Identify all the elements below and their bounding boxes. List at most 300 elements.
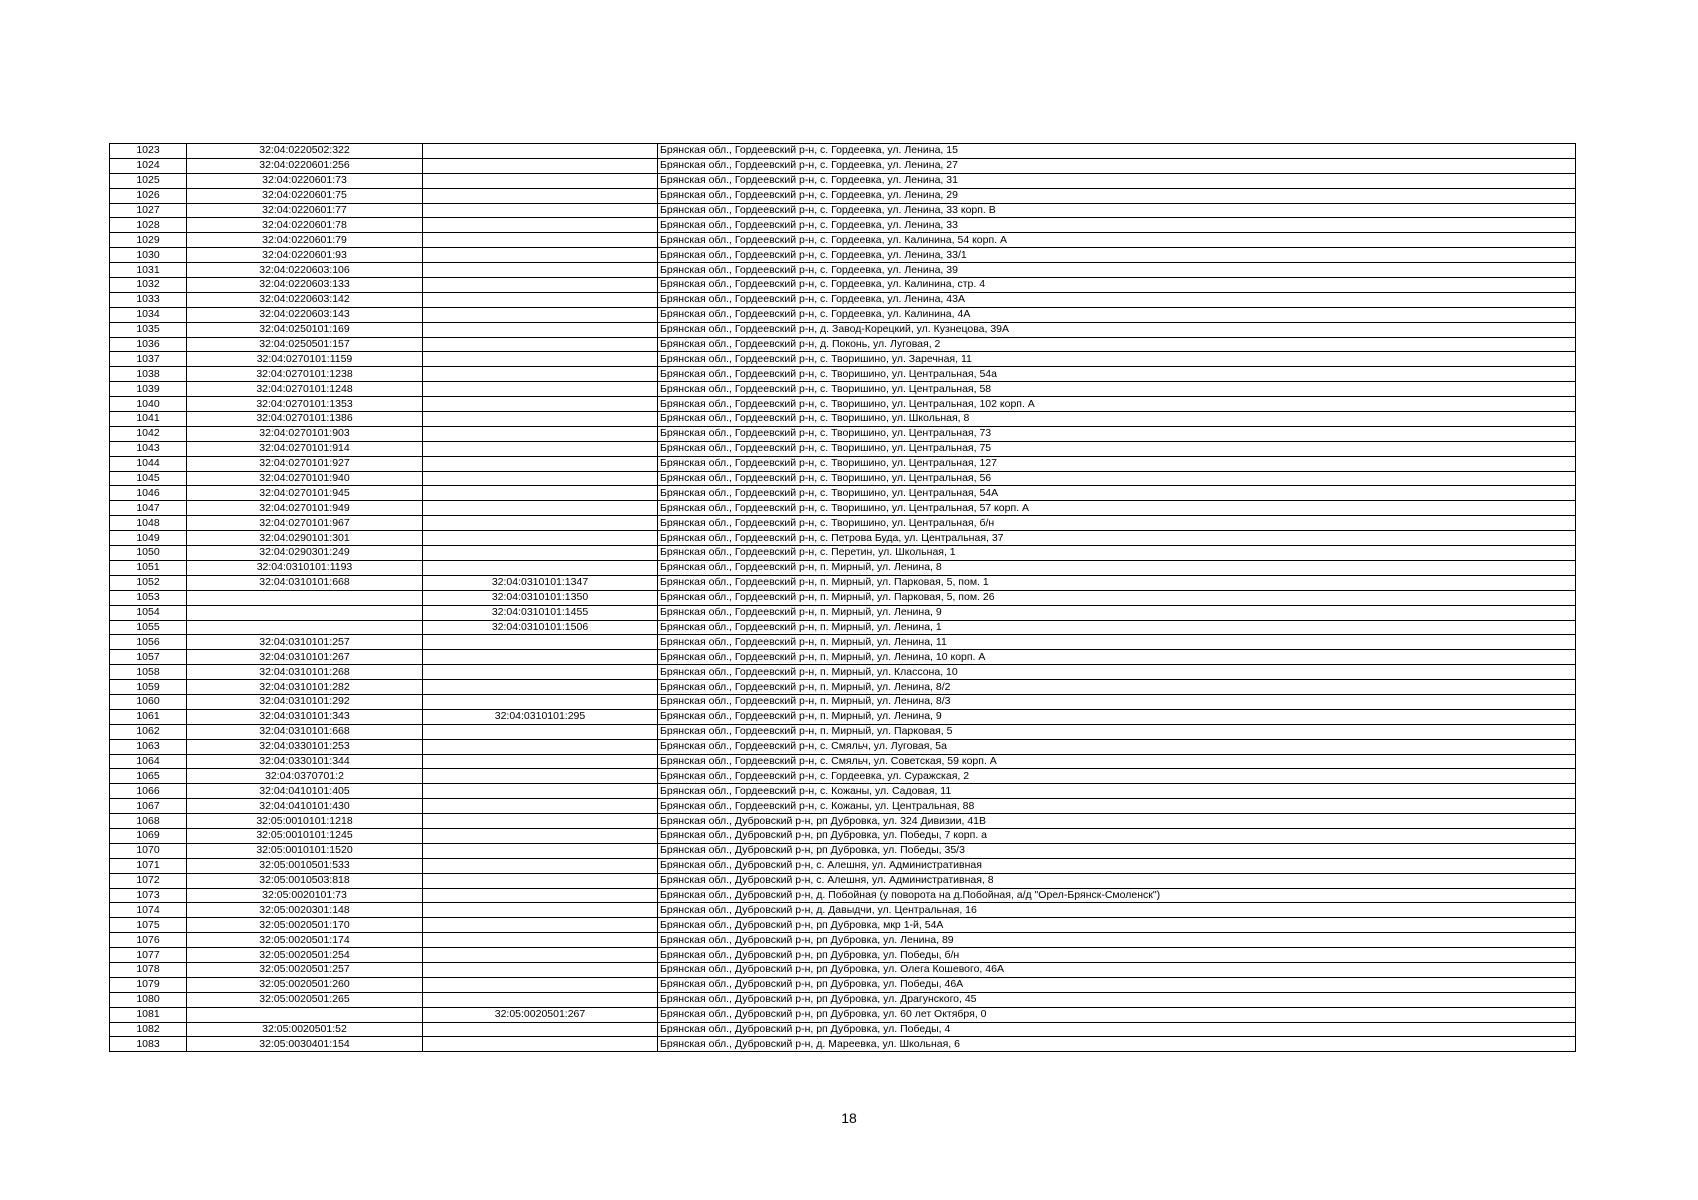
related-cadastral-number-cell — [423, 292, 658, 307]
related-cadastral-number-cell — [423, 769, 658, 784]
table-row — [110, 769, 1576, 784]
address-cell: Брянская обл., Гордеевский р-н, с. Творишино, ул. Центральная, 54а — [658, 367, 1576, 382]
cadastral-number-cell — [187, 620, 423, 635]
table-row — [110, 739, 1576, 754]
related-cadastral-number-cell — [423, 858, 658, 873]
row-number-cell: 1024 — [110, 158, 187, 173]
cadastral-number-cell: 32:05:0020501:257 — [187, 962, 423, 977]
cadastral-number-cell: 32:05:0010501:533 — [187, 858, 423, 873]
related-cadastral-number-cell — [423, 158, 658, 173]
related-cadastral-number-cell — [423, 1022, 658, 1037]
row-number-cell: 1076 — [110, 933, 187, 948]
address-cell: Брянская обл., Гордеевский р-н, с. Творишино, ул. Центральная, 54А — [658, 486, 1576, 501]
row-number-cell: 1082 — [110, 1022, 187, 1037]
table-row — [110, 933, 1576, 948]
related-cadastral-number-cell: 32:04:0310101:1350 — [423, 590, 658, 605]
table-row — [110, 724, 1576, 739]
table-row — [110, 799, 1576, 814]
row-number-cell: 1027 — [110, 203, 187, 218]
address-cell: Брянская обл., Дубровский р-н, рп Дубровка, ул. Победы, 46А — [658, 977, 1576, 992]
table-row — [110, 590, 1576, 605]
cadastral-number-cell: 32:04:0220601:93 — [187, 248, 423, 263]
row-number-cell: 1039 — [110, 382, 187, 397]
row-number-cell: 1044 — [110, 456, 187, 471]
table-row — [110, 158, 1576, 173]
registry-table-body — [110, 144, 1576, 1052]
address-cell: Брянская обл., Дубровский р-н, рп Дубровка, ул. Ленина, 89 — [658, 933, 1576, 948]
table-row — [110, 441, 1576, 456]
address-cell: Брянская обл., Гордеевский р-н, с. Смяльч, ул. Советская, 59 корп. А — [658, 754, 1576, 769]
table-row — [110, 977, 1576, 992]
cadastral-number-cell: 32:04:0270101:945 — [187, 486, 423, 501]
address-cell: Брянская обл., Гордеевский р-н, с. Творишино, ул. Заречная, 11 — [658, 352, 1576, 367]
table-row — [110, 918, 1576, 933]
address-cell: Брянская обл., Гордеевский р-н, с. Творишино, ул. Школьная, 8 — [658, 412, 1576, 427]
table-row — [110, 233, 1576, 248]
cadastral-number-cell: 32:04:0310101:343 — [187, 709, 423, 724]
cadastral-number-cell: 32:04:0310101:268 — [187, 665, 423, 680]
related-cadastral-number-cell — [423, 486, 658, 501]
address-cell: Брянская обл., Дубровский р-н, рп Дубровка, ул. Драгунского, 45 — [658, 992, 1576, 1007]
cadastral-number-cell: 32:04:0410101:430 — [187, 799, 423, 814]
address-cell: Брянская обл., Гордеевский р-н, с. Творишино, ул. Центральная, 102 корп. А — [658, 397, 1576, 412]
related-cadastral-number-cell — [423, 233, 658, 248]
table-row — [110, 635, 1576, 650]
address-cell: Брянская обл., Дубровский р-н, д. Побойная (у поворота на д.Побойная, а/д "Орел-Брянск-Смоленск") — [658, 888, 1576, 903]
table-row — [110, 962, 1576, 977]
row-number-cell: 1040 — [110, 397, 187, 412]
address-cell: Брянская обл., Гордеевский р-н, п. Мирный, ул. Ленина, 9 — [658, 605, 1576, 620]
table-row — [110, 620, 1576, 635]
related-cadastral-number-cell — [423, 218, 658, 233]
table-row — [110, 218, 1576, 233]
related-cadastral-number-cell — [423, 962, 658, 977]
cadastral-number-cell: 32:04:0270101:927 — [187, 456, 423, 471]
related-cadastral-number-cell — [423, 516, 658, 531]
row-number-cell: 1033 — [110, 292, 187, 307]
row-number-cell: 1032 — [110, 278, 187, 293]
related-cadastral-number-cell — [423, 412, 658, 427]
related-cadastral-number-cell — [423, 754, 658, 769]
related-cadastral-number-cell — [423, 144, 658, 159]
address-cell: Брянская обл., Гордеевский р-н, п. Мирный, ул. Классона, 10 — [658, 665, 1576, 680]
row-number-cell: 1073 — [110, 888, 187, 903]
row-number-cell: 1042 — [110, 426, 187, 441]
table-row — [110, 531, 1576, 546]
row-number-cell: 1031 — [110, 263, 187, 278]
cadastral-number-cell: 32:04:0310101:292 — [187, 694, 423, 709]
cadastral-number-cell: 32:04:0270101:1248 — [187, 382, 423, 397]
row-number-cell: 1030 — [110, 248, 187, 263]
cadastral-number-cell: 32:04:0270101:1238 — [187, 367, 423, 382]
cadastral-number-cell: 32:05:0010101:1218 — [187, 814, 423, 829]
table-row — [110, 665, 1576, 680]
row-number-cell: 1059 — [110, 680, 187, 695]
address-cell: Брянская обл., Дубровский р-н, д. Давыдчи, ул. Центральная, 16 — [658, 903, 1576, 918]
cadastral-number-cell: 32:04:0220601:73 — [187, 173, 423, 188]
row-number-cell: 1036 — [110, 337, 187, 352]
related-cadastral-number-cell: 32:05:0020501:267 — [423, 1007, 658, 1022]
related-cadastral-number-cell — [423, 352, 658, 367]
address-cell: Брянская обл., Гордеевский р-н, с. Гордеевка, ул. Ленина, 31 — [658, 173, 1576, 188]
table-row — [110, 680, 1576, 695]
row-number-cell: 1063 — [110, 739, 187, 754]
cadastral-number-cell: 32:05:0020501:254 — [187, 948, 423, 963]
address-cell: Брянская обл., Гордеевский р-н, с. Творишино, ул. Центральная, 127 — [658, 456, 1576, 471]
address-cell: Брянская обл., Гордеевский р-н, с. Кожаны, ул. Садовая, 11 — [658, 784, 1576, 799]
cadastral-number-cell: 32:04:0220603:106 — [187, 263, 423, 278]
cadastral-number-cell: 32:05:0020501:52 — [187, 1022, 423, 1037]
table-row — [110, 784, 1576, 799]
address-cell: Брянская обл., Гордеевский р-н, д. Поконь, ул. Луговая, 2 — [658, 337, 1576, 352]
row-number-cell: 1060 — [110, 694, 187, 709]
cadastral-number-cell — [187, 605, 423, 620]
table-row — [110, 397, 1576, 412]
address-cell: Брянская обл., Дубровский р-н, с. Алешня, ул. Административная, 8 — [658, 873, 1576, 888]
related-cadastral-number-cell — [423, 948, 658, 963]
related-cadastral-number-cell — [423, 471, 658, 486]
table-row — [110, 754, 1576, 769]
cadastral-number-cell — [187, 590, 423, 605]
cadastral-number-cell: 32:04:0290101:301 — [187, 531, 423, 546]
address-cell: Брянская обл., Гордеевский р-н, с. Творишино, ул. Центральная, 73 — [658, 426, 1576, 441]
row-number-cell: 1023 — [110, 144, 187, 159]
related-cadastral-number-cell — [423, 367, 658, 382]
row-number-cell: 1037 — [110, 352, 187, 367]
table-row — [110, 322, 1576, 337]
address-cell: Брянская обл., Дубровский р-н, рп Дубровка, мкр 1-й, 54А — [658, 918, 1576, 933]
table-row — [110, 292, 1576, 307]
table-row — [110, 948, 1576, 963]
row-number-cell: 1045 — [110, 471, 187, 486]
related-cadastral-number-cell — [423, 784, 658, 799]
cadastral-number-cell: 32:04:0220601:78 — [187, 218, 423, 233]
cadastral-number-cell: 32:04:0310101:668 — [187, 575, 423, 590]
row-number-cell: 1080 — [110, 992, 187, 1007]
table-row — [110, 367, 1576, 382]
related-cadastral-number-cell — [423, 322, 658, 337]
address-cell: Брянская обл., Гордеевский р-н, с. Творишино, ул. Центральная, 75 — [658, 441, 1576, 456]
related-cadastral-number-cell — [423, 843, 658, 858]
row-number-cell: 1069 — [110, 828, 187, 843]
table-row — [110, 188, 1576, 203]
table-row — [110, 278, 1576, 293]
table-row — [110, 263, 1576, 278]
table-row — [110, 828, 1576, 843]
row-number-cell: 1050 — [110, 546, 187, 561]
row-number-cell: 1025 — [110, 173, 187, 188]
cadastral-number-cell: 32:05:0020101:73 — [187, 888, 423, 903]
related-cadastral-number-cell — [423, 992, 658, 1007]
cadastral-number-cell: 32:04:0310101:1193 — [187, 560, 423, 575]
related-cadastral-number-cell: 32:04:0310101:295 — [423, 709, 658, 724]
row-number-cell: 1029 — [110, 233, 187, 248]
related-cadastral-number-cell — [423, 739, 658, 754]
cadastral-number-cell: 32:04:0310101:282 — [187, 680, 423, 695]
address-cell: Брянская обл., Гордеевский р-н, с. Гордеевка, ул. Калинина, 54 корп. А — [658, 233, 1576, 248]
table-row — [110, 337, 1576, 352]
row-number-cell: 1061 — [110, 709, 187, 724]
cadastral-number-cell: 32:04:0220601:75 — [187, 188, 423, 203]
row-number-cell: 1083 — [110, 1037, 187, 1052]
table-row — [110, 412, 1576, 427]
related-cadastral-number-cell — [423, 248, 658, 263]
table-row — [110, 307, 1576, 322]
cadastral-number-cell: 32:05:0020501:265 — [187, 992, 423, 1007]
table-row — [110, 560, 1576, 575]
cadastral-number-cell: 32:05:0010503:818 — [187, 873, 423, 888]
address-cell: Брянская обл., Гордеевский р-н, с. Творишино, ул. Центральная, 58 — [658, 382, 1576, 397]
address-cell: Брянская обл., Гордеевский р-н, с. Гордеевка, ул. Ленина, 33 — [658, 218, 1576, 233]
address-cell: Брянская обл., Гордеевский р-н, п. Мирный, ул. Ленина, 11 — [658, 635, 1576, 650]
cadastral-number-cell: 32:04:0310101:668 — [187, 724, 423, 739]
cadastral-number-cell: 32:05:0020301:148 — [187, 903, 423, 918]
table-row — [110, 486, 1576, 501]
row-number-cell: 1079 — [110, 977, 187, 992]
address-cell: Брянская обл., Дубровский р-н, рп Дубровка, ул. Олега Кошевого, 46А — [658, 962, 1576, 977]
address-cell: Брянская обл., Гордеевский р-н, п. Мирный, ул. Ленина, 8/3 — [658, 694, 1576, 709]
table-row — [110, 650, 1576, 665]
cadastral-number-cell: 32:04:0270101:1353 — [187, 397, 423, 412]
related-cadastral-number-cell — [423, 382, 658, 397]
row-number-cell: 1072 — [110, 873, 187, 888]
cadastral-number-cell: 32:05:0020501:174 — [187, 933, 423, 948]
related-cadastral-number-cell — [423, 546, 658, 561]
related-cadastral-number-cell — [423, 933, 658, 948]
table-row — [110, 709, 1576, 724]
related-cadastral-number-cell — [423, 501, 658, 516]
cadastral-number-cell: 32:05:0010101:1520 — [187, 843, 423, 858]
cadastral-number-cell: 32:05:0020501:260 — [187, 977, 423, 992]
page-number: 18 — [841, 1110, 857, 1126]
row-number-cell: 1034 — [110, 307, 187, 322]
related-cadastral-number-cell — [423, 680, 658, 695]
row-number-cell: 1049 — [110, 531, 187, 546]
related-cadastral-number-cell — [423, 665, 658, 680]
cadastral-number-cell: 32:04:0370701:2 — [187, 769, 423, 784]
table-row — [110, 471, 1576, 486]
cadastral-number-cell: 32:04:0250101:169 — [187, 322, 423, 337]
row-number-cell: 1055 — [110, 620, 187, 635]
cadastral-number-cell: 32:04:0220603:142 — [187, 292, 423, 307]
cadastral-number-cell: 32:04:0410101:405 — [187, 784, 423, 799]
cadastral-number-cell: 32:05:0030401:154 — [187, 1037, 423, 1052]
row-number-cell: 1053 — [110, 590, 187, 605]
table-row — [110, 858, 1576, 873]
row-number-cell: 1074 — [110, 903, 187, 918]
row-number-cell: 1048 — [110, 516, 187, 531]
address-cell: Брянская обл., Дубровский р-н, с. Алешня, ул. Административная — [658, 858, 1576, 873]
address-cell: Брянская обл., Дубровский р-н, рп Дубровка, ул. 324 Дивизии, 41В — [658, 814, 1576, 829]
cadastral-number-cell — [187, 1007, 423, 1022]
table-row — [110, 144, 1576, 159]
address-cell: Брянская обл., Гордеевский р-н, с. Гордеевка, ул. Ленина, 29 — [658, 188, 1576, 203]
related-cadastral-number-cell — [423, 635, 658, 650]
cadastral-number-cell: 32:04:0290301:249 — [187, 546, 423, 561]
table-row — [110, 843, 1576, 858]
address-cell: Брянская обл., Гордеевский р-н, п. Мирный, ул. Парковая, 5, пом. 1 — [658, 575, 1576, 590]
table-row — [110, 173, 1576, 188]
row-number-cell: 1026 — [110, 188, 187, 203]
row-number-cell: 1035 — [110, 322, 187, 337]
cadastral-number-cell: 32:05:0020501:170 — [187, 918, 423, 933]
related-cadastral-number-cell: 32:04:0310101:1506 — [423, 620, 658, 635]
related-cadastral-number-cell — [423, 799, 658, 814]
related-cadastral-number-cell — [423, 560, 658, 575]
related-cadastral-number-cell — [423, 888, 658, 903]
cadastral-number-cell: 32:04:0330101:253 — [187, 739, 423, 754]
address-cell: Брянская обл., Гордеевский р-н, с. Гордеевка, ул. Ленина, 27 — [658, 158, 1576, 173]
row-number-cell: 1047 — [110, 501, 187, 516]
address-cell: Брянская обл., Гордеевский р-н, с. Гордеевка, ул. Ленина, 43А — [658, 292, 1576, 307]
table-row — [110, 1037, 1576, 1052]
address-cell: Брянская обл., Дубровский р-н, д. Мареевка, ул. Школьная, 6 — [658, 1037, 1576, 1052]
table-row — [110, 694, 1576, 709]
row-number-cell: 1067 — [110, 799, 187, 814]
cadastral-number-cell: 32:04:0270101:903 — [187, 426, 423, 441]
address-cell: Брянская обл., Гордеевский р-н, с. Гордеевка, ул. Калинина, 4А — [658, 307, 1576, 322]
cadastral-number-cell: 32:04:0220601:77 — [187, 203, 423, 218]
table-row — [110, 501, 1576, 516]
table-row — [110, 814, 1576, 829]
table-row — [110, 516, 1576, 531]
address-cell: Брянская обл., Гордеевский р-н, с. Перетин, ул. Школьная, 1 — [658, 546, 1576, 561]
cadastral-number-cell: 32:04:0270101:949 — [187, 501, 423, 516]
related-cadastral-number-cell — [423, 873, 658, 888]
address-cell: Брянская обл., Гордеевский р-н, п. Мирный, ул. Ленина, 9 — [658, 709, 1576, 724]
address-cell: Брянская обл., Гордеевский р-н, с. Творишино, ул. Центральная, б/н — [658, 516, 1576, 531]
cadastral-number-cell: 32:04:0310101:267 — [187, 650, 423, 665]
cadastral-number-cell: 32:04:0270101:914 — [187, 441, 423, 456]
cadastral-number-cell: 32:04:0250501:157 — [187, 337, 423, 352]
table-row — [110, 546, 1576, 561]
address-cell: Брянская обл., Гордеевский р-н, с. Гордеевка, ул. Ленина, 39 — [658, 263, 1576, 278]
related-cadastral-number-cell: 32:04:0310101:1347 — [423, 575, 658, 590]
table-row — [110, 456, 1576, 471]
table-row — [110, 248, 1576, 263]
row-number-cell: 1068 — [110, 814, 187, 829]
row-number-cell: 1064 — [110, 754, 187, 769]
cadastral-number-cell: 32:04:0220603:133 — [187, 278, 423, 293]
related-cadastral-number-cell — [423, 724, 658, 739]
address-cell: Брянская обл., Гордеевский р-н, с. Кожаны, ул. Центральная, 88 — [658, 799, 1576, 814]
row-number-cell: 1075 — [110, 918, 187, 933]
address-cell: Брянская обл., Гордеевский р-н, п. Мирный, ул. Парковая, 5 — [658, 724, 1576, 739]
related-cadastral-number-cell — [423, 694, 658, 709]
row-number-cell: 1056 — [110, 635, 187, 650]
related-cadastral-number-cell — [423, 426, 658, 441]
row-number-cell: 1077 — [110, 948, 187, 963]
table-row — [110, 352, 1576, 367]
related-cadastral-number-cell — [423, 918, 658, 933]
related-cadastral-number-cell: 32:04:0310101:1455 — [423, 605, 658, 620]
address-cell: Брянская обл., Гордеевский р-н, п. Мирный, ул. Ленина, 10 корп. А — [658, 650, 1576, 665]
address-cell: Брянская обл., Гордеевский р-н, д. Завод-Корецкий, ул. Кузнецова, 39А — [658, 322, 1576, 337]
related-cadastral-number-cell — [423, 263, 658, 278]
cadastral-number-cell: 32:04:0270101:1159 — [187, 352, 423, 367]
row-number-cell: 1052 — [110, 575, 187, 590]
cadastral-number-cell: 32:04:0220601:256 — [187, 158, 423, 173]
row-number-cell: 1066 — [110, 784, 187, 799]
address-cell: Брянская обл., Гордеевский р-н, с. Петрова Буда, ул. Центральная, 37 — [658, 531, 1576, 546]
address-cell: Брянская обл., Гордеевский р-н, п. Мирный, ул. Ленина, 8/2 — [658, 680, 1576, 695]
cadastral-number-cell: 32:04:0310101:257 — [187, 635, 423, 650]
table-row — [110, 605, 1576, 620]
table-row — [110, 873, 1576, 888]
address-cell: Брянская обл., Гордеевский р-н, с. Творишино, ул. Центральная, 57 корп. А — [658, 501, 1576, 516]
related-cadastral-number-cell — [423, 188, 658, 203]
row-number-cell: 1070 — [110, 843, 187, 858]
table-row — [110, 1007, 1576, 1022]
related-cadastral-number-cell — [423, 977, 658, 992]
cadastral-number-cell: 32:05:0010101:1245 — [187, 828, 423, 843]
address-cell: Брянская обл., Дубровский р-н, рп Дубровка, ул. Победы, 35/3 — [658, 843, 1576, 858]
address-cell: Брянская обл., Гордеевский р-н, п. Мирный, ул. Ленина, 8 — [658, 560, 1576, 575]
address-cell: Брянская обл., Гордеевский р-н, с. Гордеевка, ул. Ленина, 33 корп. В — [658, 203, 1576, 218]
related-cadastral-number-cell — [423, 441, 658, 456]
table-row — [110, 203, 1576, 218]
row-number-cell: 1065 — [110, 769, 187, 784]
row-number-cell: 1071 — [110, 858, 187, 873]
table-row — [110, 1022, 1576, 1037]
related-cadastral-number-cell — [423, 337, 658, 352]
address-cell: Брянская обл., Дубровский р-н, рп Дубровка, ул. Победы, 7 корп. а — [658, 828, 1576, 843]
cadastral-number-cell: 32:04:0270101:967 — [187, 516, 423, 531]
table-row — [110, 992, 1576, 1007]
address-cell: Брянская обл., Дубровский р-н, рп Дубровка, ул. Победы, 4 — [658, 1022, 1576, 1037]
cadastral-number-cell: 32:04:0270101:1386 — [187, 412, 423, 427]
table-row — [110, 888, 1576, 903]
row-number-cell: 1081 — [110, 1007, 187, 1022]
cadastral-number-cell: 32:04:0330101:344 — [187, 754, 423, 769]
row-number-cell: 1054 — [110, 605, 187, 620]
address-cell: Брянская обл., Гордеевский р-н, с. Гордеевка, ул. Суражская, 2 — [658, 769, 1576, 784]
address-cell: Брянская обл., Гордеевский р-н, с. Гордеевка, ул. Калинина, стр. 4 — [658, 278, 1576, 293]
row-number-cell: 1046 — [110, 486, 187, 501]
address-cell: Брянская обл., Гордеевский р-н, с. Гордеевка, ул. Ленина, 33/1 — [658, 248, 1576, 263]
address-cell: Брянская обл., Гордеевский р-н, с. Смяльч, ул. Луговая, 5а — [658, 739, 1576, 754]
row-number-cell: 1041 — [110, 412, 187, 427]
address-cell: Брянская обл., Дубровский р-н, рп Дубровка, ул. Победы, б/н — [658, 948, 1576, 963]
row-number-cell: 1062 — [110, 724, 187, 739]
row-number-cell: 1058 — [110, 665, 187, 680]
row-number-cell: 1057 — [110, 650, 187, 665]
address-cell: Брянская обл., Гордеевский р-н, с. Гордеевка, ул. Ленина, 15 — [658, 144, 1576, 159]
related-cadastral-number-cell — [423, 203, 658, 218]
related-cadastral-number-cell — [423, 173, 658, 188]
address-cell: Брянская обл., Дубровский р-н, рп Дубровка, ул. 60 лет Октября, 0 — [658, 1007, 1576, 1022]
related-cadastral-number-cell — [423, 307, 658, 322]
cadastral-number-cell: 32:04:0270101:940 — [187, 471, 423, 486]
row-number-cell: 1043 — [110, 441, 187, 456]
row-number-cell: 1028 — [110, 218, 187, 233]
related-cadastral-number-cell — [423, 397, 658, 412]
address-cell: Брянская обл., Гордеевский р-н, п. Мирный, ул. Парковая, 5, пом. 26 — [658, 590, 1576, 605]
row-number-cell: 1051 — [110, 560, 187, 575]
registry-table — [109, 143, 1576, 1052]
related-cadastral-number-cell — [423, 456, 658, 471]
related-cadastral-number-cell — [423, 278, 658, 293]
related-cadastral-number-cell — [423, 531, 658, 546]
cadastral-number-cell: 32:04:0220603:143 — [187, 307, 423, 322]
cadastral-number-cell: 32:04:0220601:79 — [187, 233, 423, 248]
cadastral-number-cell: 32:04:0220502:322 — [187, 144, 423, 159]
related-cadastral-number-cell — [423, 903, 658, 918]
related-cadastral-number-cell — [423, 1037, 658, 1052]
address-cell: Брянская обл., Гордеевский р-н, п. Мирный, ул. Ленина, 1 — [658, 620, 1576, 635]
related-cadastral-number-cell — [423, 814, 658, 829]
row-number-cell: 1038 — [110, 367, 187, 382]
